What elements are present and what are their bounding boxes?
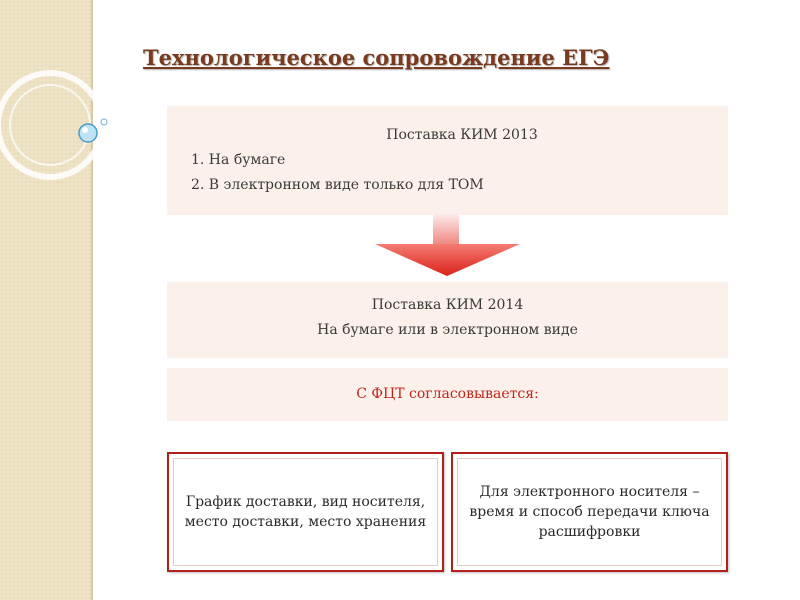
supply-2013-panel <box>167 106 728 215</box>
agreement-panel <box>167 368 728 421</box>
schedule-box: График доставки, вид носителя, место доставки, место хранения <box>167 452 444 572</box>
supply-2013-item: 1. На бумаге <box>191 152 286 168</box>
supply-2013-heading: Поставка КИМ 2013 <box>386 127 538 143</box>
supply-2014-subheading: На бумаге или в электронном виде <box>317 322 578 338</box>
supply-2014-panel <box>167 282 728 358</box>
supply-2014-heading: Поставка КИМ 2014 <box>371 297 524 313</box>
agreement-heading: С ФЦТ согласовывается: <box>356 386 539 402</box>
supply-2013-item: 2. В электронном виде только для ТОМ <box>191 177 484 193</box>
slide-title: Технологическое сопровождение ЕГЭ <box>143 45 610 70</box>
arrow-down-icon <box>375 214 520 280</box>
decorative-circles <box>0 60 130 220</box>
key-transfer-box: Для электронного носителя – время и способ передачи ключа расшифровки <box>451 452 728 572</box>
